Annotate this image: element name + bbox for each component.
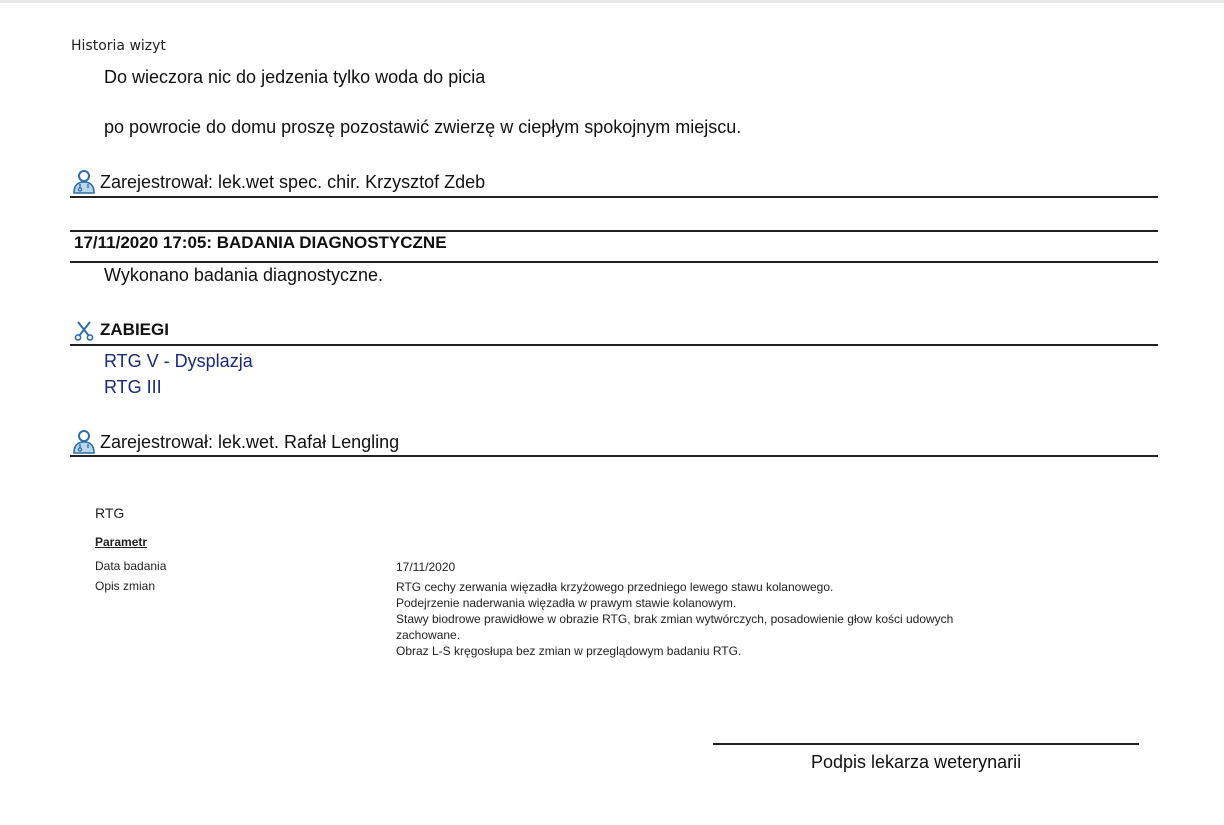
registered-by-text: Zarejestrował: lek.wet spec. chir. Krzysztof Zdeb [100,171,486,192]
rtg-title: RTG [95,505,125,521]
visit-header: 17/11/2020 17:05: BADANIA DIAGNOSTYCZNE [74,233,447,252]
visit-description: Wykonano badania diagnostyczne. [104,265,384,285]
scissors-icon [74,319,94,341]
document-title: Historia wizyt [71,38,166,54]
page-top-border [0,0,1224,3]
divider [70,455,1158,457]
signature-label: Podpis lekarza weterynarii [811,752,1022,772]
divider [70,344,1158,346]
care-note: Do wieczora nic do jedzenia tylko woda do picia [104,67,486,87]
vet-user-icon [72,429,96,455]
description-line: Obraz L-S kręgosłupa bez zmian w przeglądowym badaniu RTG. [396,644,742,658]
parameter-header: Parametr [95,535,148,549]
param-value-description [396,579,953,659]
procedure-item: RTG V - Dysplazja [104,351,253,371]
description-line: RTG cechy zerwania więzadła krzyżowego przedniego lewego stawu kolanowego. [396,580,834,594]
signature-line [713,743,1139,745]
registered-by [72,428,399,456]
param-label-date: Data badania [95,559,167,573]
description-line: Podejrzenie naderwania więzadła w prawym stawie kolanowym. [396,596,737,610]
procedure-item: RTG III [104,377,162,397]
divider [70,230,1158,232]
description-line: Stawy biodrowe prawidłowe w obrazie RTG, brak zmian wytwórczych, posadowienie głow kości udowych [396,612,954,626]
procedures-title: ZABIEGI [100,320,169,339]
divider [70,196,1158,198]
description-line: zachowane. [396,628,461,642]
vet-user-icon [72,169,96,195]
registered-by-text: Zarejestrował: lek.wet. Rafał Lengling [100,431,400,452]
param-label-description: Opis zmian [95,579,156,593]
care-note: po powrocie do domu proszę pozostawić zwierzę w ciepłym spokojnym miejscu. [104,117,742,137]
procedures-heading [74,318,169,342]
param-value-date: 17/11/2020 [396,560,456,574]
divider [70,261,1158,263]
registered-by [72,168,485,196]
